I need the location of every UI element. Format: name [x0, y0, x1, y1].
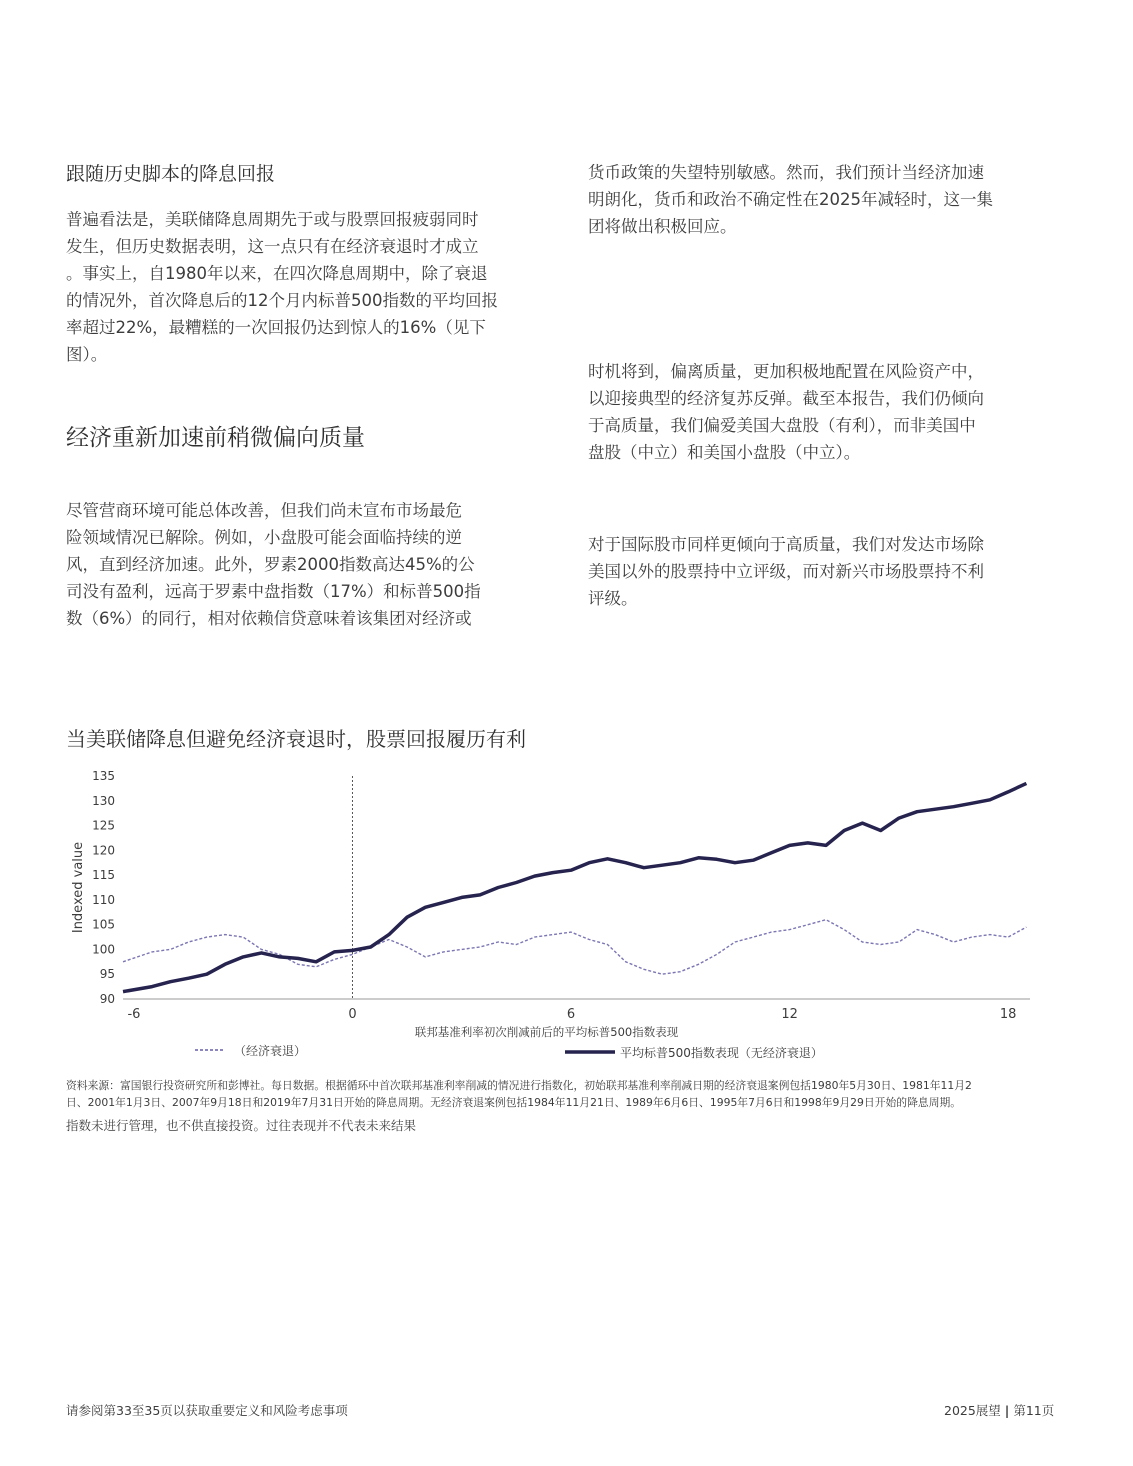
- series-line-recession: [123, 920, 1026, 975]
- y-tick-label: 130: [92, 793, 115, 808]
- section-heading-rate-cut-returns: 跟随历史脚本的降息回报: [66, 163, 276, 185]
- text-line: 风，直到经济加速。此外，罗素2000指数高达45%的公: [66, 555, 475, 574]
- paragraph-rate-cut-history: [66, 206, 546, 368]
- text-line: 以迎接典型的经济复苏反弹。截至本报告，我们仍倾向: [588, 389, 984, 408]
- source-line: 日、2001年1月3日、2007年9月18日和2019年7月31日开始的降息周期。无经济衰退案例包括1984年11月21日、1989年6月6日、1995年7月6日和1998年9月29日开始的降息周期。: [66, 1096, 962, 1109]
- y-tick-label: 105: [92, 917, 115, 932]
- text-line: 的情况外，首次降息后的12个月内标普500指数的平均回报: [66, 291, 498, 310]
- text-line: 盘股（中立）和美国小盘股（中立）。: [588, 443, 861, 462]
- text-line: 对于国际股市同样更倾向于高质量，我们对发达市场除: [588, 535, 984, 554]
- series-line-no-recession: [123, 783, 1026, 991]
- y-tick-label: 110: [92, 892, 115, 907]
- line-chart: [60, 760, 1050, 1065]
- text-line: 率超过22%，最糟糕的一次回报仍达到惊人的16%（见下: [66, 318, 486, 337]
- text-line: 时机将到，偏离质量，更加积极地配置在风险资产中，: [588, 362, 984, 381]
- y-tick-label: 95: [99, 967, 115, 982]
- y-tick-label: 100: [92, 942, 115, 957]
- y-tick-label: 125: [92, 818, 115, 833]
- text-line: 美国以外的股票持中立评级，而对新兴市场股票持不利: [588, 562, 984, 581]
- x-tick-label: 6: [566, 1007, 576, 1022]
- chart-title: 当美联储降息但避免经济衰退时，股票回报履历有利: [66, 727, 526, 751]
- text-line: 司没有盈利，远高于罗素中盘指数（17%）和标普500指: [66, 582, 481, 601]
- paragraph-international-equities: [588, 531, 1058, 612]
- source-note: [66, 1077, 1066, 1111]
- footer-page-number: 第11页: [1013, 1403, 1055, 1418]
- text-line: 团将做出积极回应。: [588, 217, 737, 236]
- text-line: 普遍看法是，美联储降息周期先于或与股票回报疲弱同时: [66, 210, 479, 229]
- x-axis-label: 联邦基准利率初次削减前后的平均标普500指数表现: [414, 1025, 679, 1039]
- text-line: 尽管营商环境可能总体改善，但我们尚未宣布市场最危: [66, 501, 462, 520]
- footer-disclosure-reference: 请参阅第33至35页以获取重要定义和风险考虑事项: [66, 1403, 348, 1418]
- text-line: 险领域情况已解除。例如，小盘股可能会面临持续的逆: [66, 528, 462, 547]
- index-disclaimer: 指数未进行管理，也不供直接投资。过往表现并不代表未来结果: [66, 1118, 417, 1133]
- paragraph-risk-assets: [588, 358, 1058, 466]
- x-tick-label: 0: [348, 1007, 357, 1022]
- y-tick-label: 90: [99, 992, 115, 1006]
- y-tick-label: 135: [92, 769, 115, 783]
- section-heading-quality-tilt: 经济重新加速前稍微偏向质量: [66, 425, 365, 451]
- text-line: 数（6%）的同行，相对依赖信贷意味着该集团对经济或: [66, 609, 472, 628]
- x-tick-label: 12: [781, 1007, 798, 1022]
- y-axis-label: Indexed value: [71, 841, 86, 934]
- footer-page-info: [944, 1401, 1054, 1419]
- source-line: 资料来源：富国银行投资研究所和彭博社。每日数据。根据循环中首次联邦基准利率削减的情况进行指数化，初始联邦基准利率削减日期的经济衰退案例包括1980年5月30日、1981年11月2: [66, 1079, 972, 1092]
- y-tick-label: 120: [92, 843, 115, 858]
- paragraph-small-caps: [66, 497, 536, 632]
- text-line: 货币政策的失望特别敏感。然而，我们预计当经济加速: [588, 163, 984, 182]
- x-tick-label: 18: [999, 1007, 1017, 1022]
- footer-separator: |: [1004, 1403, 1010, 1418]
- text-line: 明朗化，货币和政治不确定性在2025年减轻时，这一集: [588, 190, 993, 209]
- text-line: 于高质量，我们偏爱美国大盘股（有利），而非美国中: [588, 416, 976, 435]
- footer-publication-title: 2025展望: [944, 1403, 1001, 1418]
- x-tick-label: -6: [127, 1007, 141, 1022]
- text-line: 。事实上，自1980年以来，在四次降息周期中，除了衰退: [66, 264, 488, 283]
- text-line: 评级。: [588, 589, 638, 608]
- legend-label-recession: （经济衰退）: [234, 1044, 307, 1058]
- text-line: 图）。: [66, 345, 108, 364]
- legend-label-no-recession: 平均标普500指数表现（无经济衰退）: [620, 1046, 823, 1060]
- y-tick-label: 115: [92, 868, 115, 883]
- text-line: 发生，但历史数据表明，这一点只有在经济衰退时才成立: [66, 237, 479, 256]
- paragraph-monetary-policy: [588, 159, 1058, 240]
